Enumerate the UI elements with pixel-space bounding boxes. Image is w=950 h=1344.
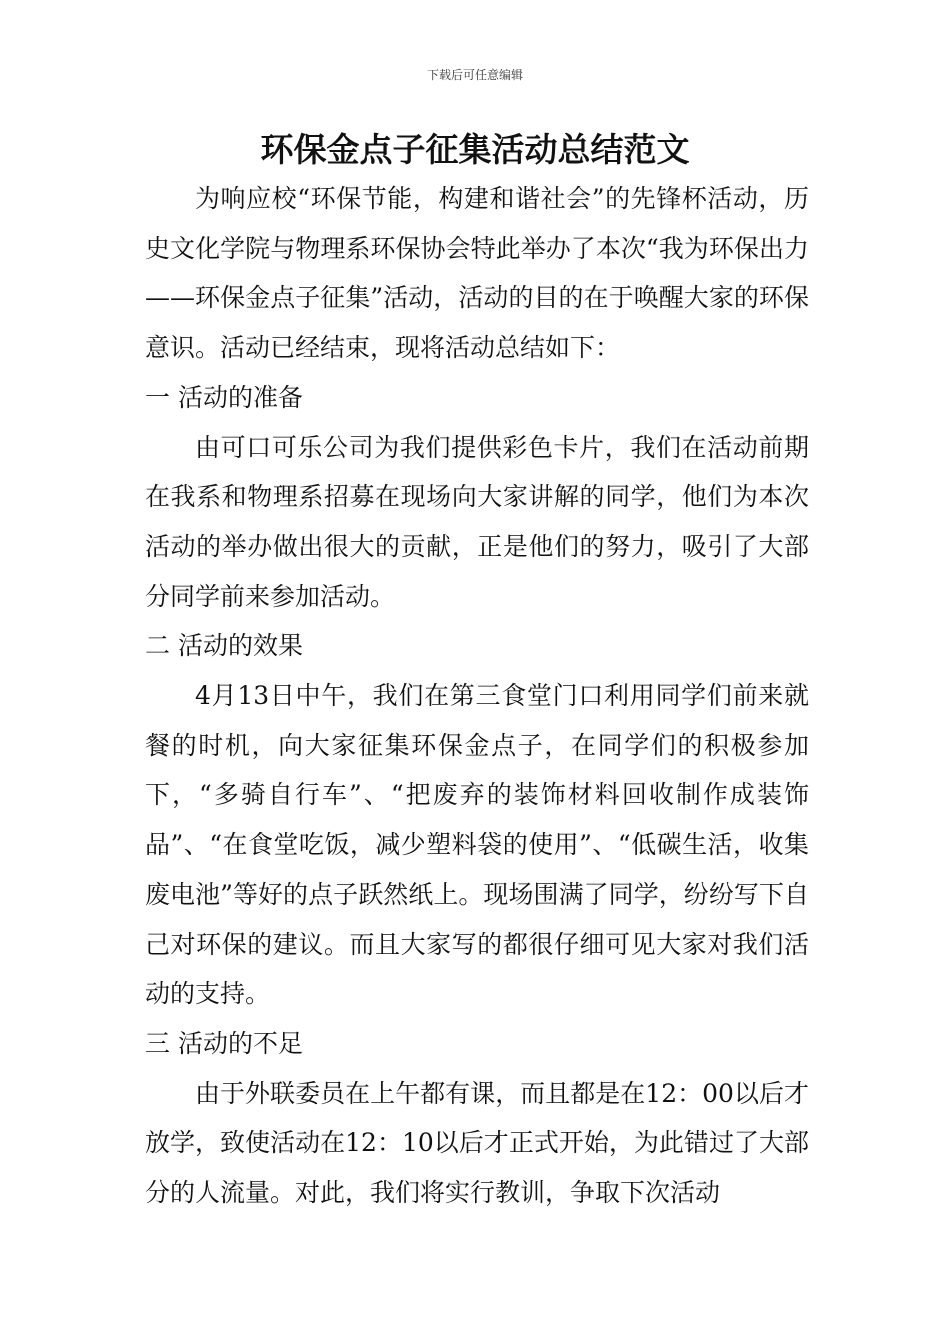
section-heading-preparation: 一 活动的准备 <box>145 382 303 412</box>
header-note: 下载后可任意编辑 <box>426 68 523 82</box>
preparation-paragraph: 由可口可乐公司为我们提供彩色卡片，我们在活动前期在我系和物理系招募在现场向大家讲解的同学，他们为本次活动的举办做出很大的贡献，正是他们的努力，吸引了大部分同学前来参加活动。 <box>145 432 809 611</box>
effect-paragraph: 4月13日中午，我们在第三食堂门口利用同学们前来就餐的时机，向大家征集环保金点子，在同学们的积极参加下，“多骑自行车”、“把废弃的装饰材料回收制作成装饰品”、“在食堂吃饭，减少塑料袋的使用”、“低碳生活，收集废电池”等好的点子跃然纸上。现场围满了同学，纷纷写下自己对环保的建议。而且大家写的都很仔细可见大家对我们活动的支持。 <box>145 681 809 1009</box>
document-body <box>145 174 809 1218</box>
section-heading-shortcomings: 三 活动的不足 <box>145 1028 303 1058</box>
shortcomings-paragraph: 由于外联委员在上午都有课，而且都是在12：00以后才放学，致使活动在12：10以后才正式开始，为此错过了大部分的人流量。对此，我们将实行教训，争取下次活动 <box>145 1078 809 1208</box>
section-heading-effect: 二 活动的效果 <box>145 631 303 661</box>
document-title: 环保金点子征集活动总结范文 <box>260 130 690 169</box>
intro-paragraph: 为响应校“环保节能，构建和谐社会”的先锋杯活动，历史文化学院与物理系环保协会特此举办了本次“我为环保出力——环保金点子征集”活动，活动的目的在于唤醒大家的环保意识。活动已经结束，现将活动总结如下： <box>145 184 809 363</box>
